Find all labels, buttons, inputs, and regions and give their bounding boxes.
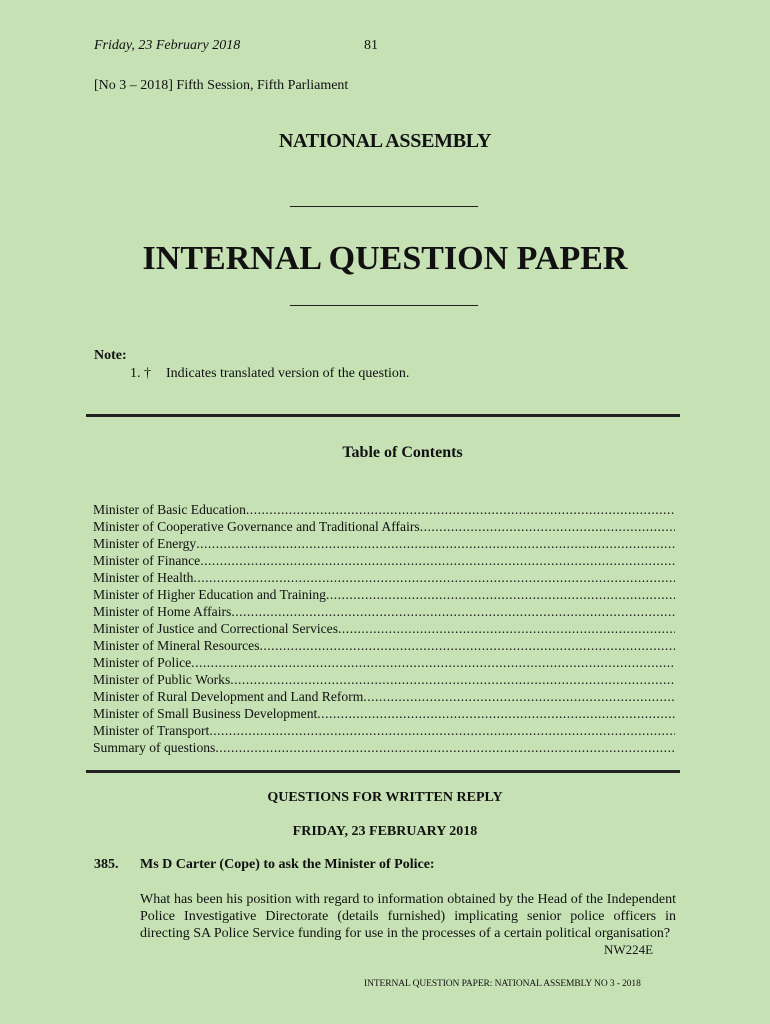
note-label: Note:: [94, 348, 127, 363]
questions-heading: QUESTIONS FOR WRITTEN REPLY: [267, 790, 503, 805]
section-divider: [86, 770, 680, 773]
toc-entry-label: Minister of Justice and Correctional Services: [93, 621, 338, 636]
toc-entry-label: Minister of Basic Education: [93, 502, 246, 517]
toc-entry-label: Minister of Cooperative Governance and Traditional Affairs: [93, 519, 420, 534]
toc-leader-dots: [215, 739, 675, 756]
toc-entry-label: Minister of Higher Education and Training: [93, 587, 326, 602]
toc-entry-label: Summary of questions: [93, 740, 216, 755]
toc-entry-label: Minister of Home Affairs: [93, 604, 232, 619]
toc-entry[interactable]: [93, 552, 675, 569]
note-item: [130, 366, 409, 382]
toc-entry[interactable]: [93, 671, 675, 688]
toc-leader-dots: [200, 552, 675, 569]
toc-entry-label: Minister of Police: [93, 655, 192, 670]
toc-leader-dots: [363, 688, 675, 705]
toc-entry-label: Minister of Small Business Development: [93, 706, 318, 721]
toc-leader-dots: [246, 501, 675, 518]
title-divider-bottom: [290, 305, 478, 306]
table-of-contents: [93, 501, 675, 756]
toc-leader-dots: [259, 637, 675, 654]
toc-entry-label: Minister of Mineral Resources: [93, 638, 260, 653]
questions-date: FRIDAY, 23 FEBRUARY 2018: [292, 824, 478, 839]
toc-entry[interactable]: [93, 688, 675, 705]
paper-title: INTERNAL QUESTION PAPER: [142, 240, 628, 277]
toc-entry-label: Minister of Transport: [93, 723, 210, 738]
toc-entry[interactable]: [93, 535, 675, 552]
toc-entry-label: Minister of Health: [93, 570, 194, 585]
question-number: 385.: [94, 857, 119, 872]
toc-entry-label: Minister of Rural Development and Land Reform: [93, 689, 364, 704]
toc-entry[interactable]: [93, 654, 675, 671]
toc-entry[interactable]: [93, 501, 675, 518]
header-date: Friday, 23 February 2018: [94, 38, 241, 53]
toc-leader-dots: [191, 654, 675, 671]
toc-entry[interactable]: [93, 739, 675, 756]
toc-entry-label: Minister of Energy: [93, 536, 197, 551]
assembly-title: NATIONAL ASSEMBLY: [278, 130, 492, 152]
page-footer: INTERNAL QUESTION PAPER: NATIONAL ASSEMBLY NO 3 - 2018: [364, 979, 641, 989]
toc-leader-dots: [326, 586, 675, 603]
note-item-text: Indicates translated version of the question.: [166, 366, 410, 381]
toc-leader-dots: [317, 705, 675, 722]
page-number: 81: [364, 38, 378, 53]
toc-entry[interactable]: [93, 722, 675, 739]
toc-entry[interactable]: [93, 586, 675, 603]
note-item-number: 1. †: [130, 366, 151, 381]
toc-leader-dots: [420, 518, 675, 535]
session-line: [No 3 – 2018] Fifth Session, Fifth Parliament: [94, 78, 349, 93]
toc-entry-label: Minister of Finance: [93, 553, 201, 568]
toc-entry[interactable]: [93, 569, 675, 586]
toc-leader-dots: [196, 535, 675, 552]
toc-title: Table of Contents: [342, 444, 463, 461]
toc-entry[interactable]: [93, 603, 675, 620]
toc-entry-label: Minister of Public Works: [93, 672, 231, 687]
toc-entry[interactable]: [93, 518, 675, 535]
question-text: What has been his position with regard to information obtained by the Head of the Independent Police Investigative Directorate (details furnished) implicating senior police officers in directing SA Police Service funding for use in the processes of a certain political organisation?: [140, 892, 676, 941]
question-asker: Ms D Carter (Cope) to ask the Minister of Police:: [140, 857, 435, 872]
toc-entry[interactable]: [93, 705, 675, 722]
toc-leader-dots: [230, 671, 675, 688]
toc-leader-dots: [193, 569, 675, 586]
section-divider: [86, 414, 680, 417]
toc-entry[interactable]: [93, 637, 675, 654]
toc-leader-dots: [338, 620, 675, 637]
toc-entry[interactable]: [93, 620, 675, 637]
toc-leader-dots: [209, 722, 675, 739]
question-code: NW224E: [604, 942, 654, 957]
title-divider-top: [290, 206, 478, 207]
toc-leader-dots: [231, 603, 675, 620]
